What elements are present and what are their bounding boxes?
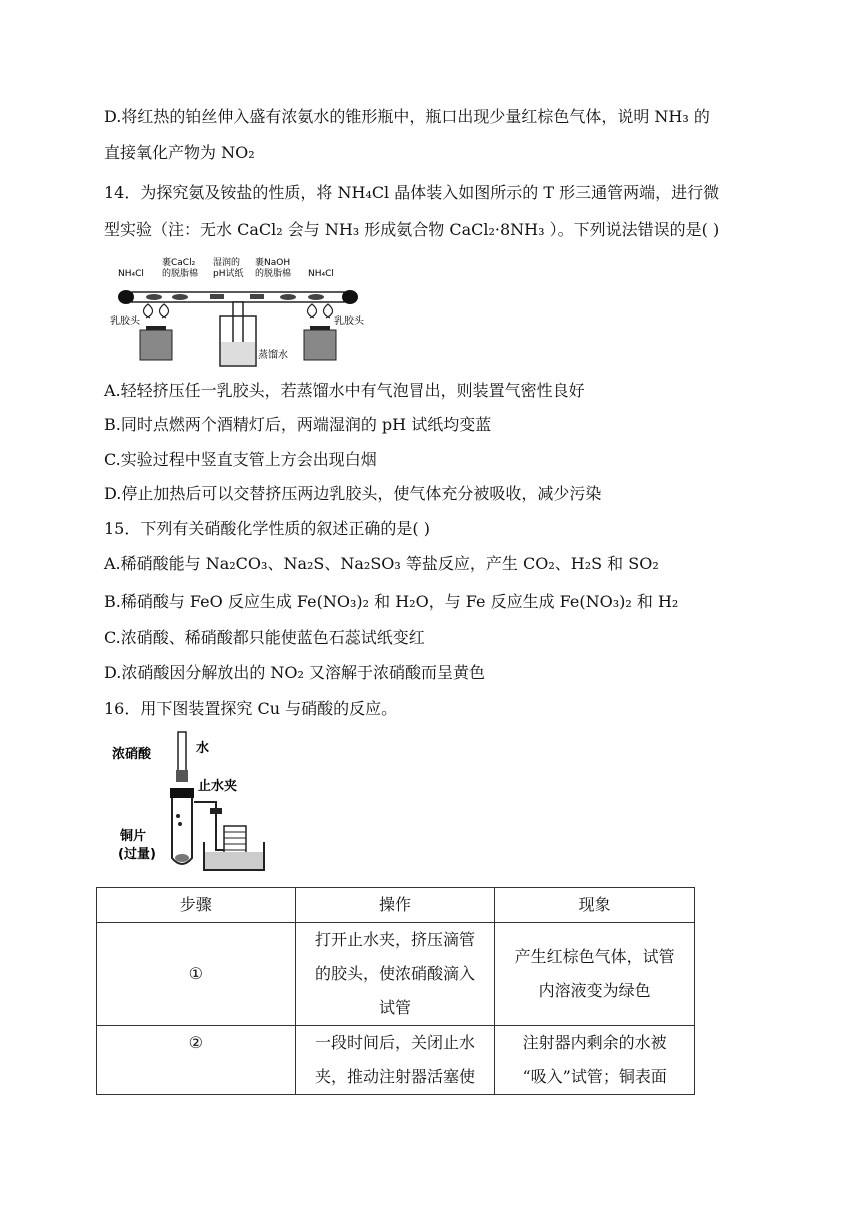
q14-stem-line2: 型实验（注：无水 CaCl₂ 会与 NH₃ 形成氨合物 CaCl₂·8NH₃ ）。下列说法错误的是( )	[104, 220, 720, 239]
label-cacl2-1: 裹CaCl₂	[162, 258, 196, 268]
q15-option-b: B.稀硝酸与 FeO 反应生成 Fe(NO₃)₂ 和 H₂O，与 Fe 反应生成 Fe(NO₃)₂ 和 H₂	[104, 592, 679, 611]
operation-cell	[295, 923, 495, 1026]
header-operation: 操作	[295, 888, 495, 923]
q14-option-c: C.实验过程中竖直支管上方会出现白烟	[104, 450, 377, 469]
step-number: ②	[97, 1026, 296, 1095]
operation-line: 试管	[378, 998, 411, 1017]
label-clamp: 止水夹	[198, 779, 238, 794]
water-clamp	[210, 808, 222, 814]
operation-line: 一段时间后，关闭止水	[314, 1033, 475, 1052]
distilled-water	[221, 342, 255, 365]
header-step: 步骤	[97, 888, 296, 923]
label-cacl2-2: 的脱脂棉	[162, 269, 199, 279]
operation-line: 打开止水夹，挤压滴管	[314, 930, 475, 949]
q15-option-c: C.浓硝酸、稀硝酸都只能使蓝色石蕊试纸变红	[104, 628, 425, 647]
q14-option-a: A.轻轻挤压任一乳胶头，若蒸馏水中有气泡冒出，则装置气密性良好	[104, 381, 585, 400]
table-header-row	[97, 888, 695, 923]
q13-option-d-line2: 直接氧化产物为 NO₂	[104, 143, 255, 162]
q14-option-d: D.停止加热后可以交替挤压两边乳胶头，使气体充分被吸收，减少污染	[104, 484, 602, 503]
alcohol-lamp-left	[140, 304, 172, 360]
q15-option-d: D.浓硝酸因分解放出的 NO₂ 又溶解于浓硝酸而呈黄色	[104, 663, 486, 682]
label-fig-water: 水	[196, 741, 210, 756]
rubber-bulb-left	[118, 290, 134, 304]
q16-stem: 16．用下图装置探究 Cu 与硝酸的反应。	[104, 699, 398, 718]
test-tube	[172, 790, 192, 864]
cu-nitric-acid-apparatus-figure	[112, 730, 272, 875]
syringe	[224, 826, 246, 856]
operation-line: 夹，推动注射器活塞使	[314, 1067, 475, 1086]
q14-stem-line1: 14．为探究氨及铵盐的性质，将 NH₄Cl 晶体装入如图所示的 T 形三通管两端，进行微	[104, 183, 720, 202]
rubber-bulb-right	[342, 290, 358, 304]
q15-option-a: A.稀硝酸能与 Na₂CO₃、Na₂S、Na₂SO₃ 等盐反应，产生 CO₂、H₂S 和 SO₂	[104, 554, 659, 573]
t-tube-diagram	[110, 254, 370, 372]
cu-nitric-acid-diagram	[112, 730, 272, 875]
q16-steps-table	[96, 887, 695, 1095]
phenomenon-cell	[495, 923, 695, 1026]
label-naoh-2: 的脱脂棉	[255, 269, 292, 279]
phenomenon-line: 产生红棕色气体，试管	[514, 947, 675, 966]
table-row	[97, 923, 695, 1026]
alcohol-lamp-right	[304, 304, 336, 360]
q15-stem: 15．下列有关硝酸化学性质的叙述正确的是( )	[104, 519, 430, 538]
phenomenon-line: 注射器内剩余的水被	[522, 1033, 667, 1052]
label-bulb-left: 乳胶头	[110, 316, 140, 327]
copper-strip	[175, 854, 189, 862]
label-nh4cl-left: NH₄Cl	[118, 269, 144, 279]
header-phenomenon: 现象	[495, 888, 695, 923]
label-ph-1: 湿润的	[213, 258, 241, 268]
dropper-bulb	[176, 770, 188, 782]
operation-cell	[295, 1026, 495, 1095]
q13-option-d-line1: D.将红热的铂丝伸入盛有浓氨水的锥形瓶中，瓶口出现少量红棕色气体，说明 NH₃ 的	[104, 107, 710, 126]
label-copper-excess: (过量)	[118, 847, 156, 862]
label-bulb-right: 乳胶头	[334, 316, 364, 327]
q14-option-b: B.同时点燃两个酒精灯后，两端湿润的 pH 试纸均变蓝	[104, 415, 492, 434]
label-naoh-1: 裹NaOH	[255, 258, 291, 268]
phenomenon-cell	[495, 1026, 695, 1095]
operation-line: 的胶头，使浓硝酸滴入	[314, 964, 475, 983]
t-tube-apparatus-figure	[110, 254, 370, 372]
step-number: ①	[97, 923, 296, 1026]
label-nh4cl-right: NH₄Cl	[308, 269, 334, 279]
table-row	[97, 1026, 695, 1095]
phenomenon-line: 内溶液变为绿色	[538, 981, 651, 1000]
label-copper: 铜片	[120, 829, 147, 844]
label-conc-acid: 浓硝酸	[112, 747, 152, 762]
stopper	[170, 788, 194, 798]
label-ph-2: pH试纸	[213, 269, 244, 279]
phenomenon-line: “吸入”试管；铜表面	[522, 1067, 667, 1086]
label-water: 蒸馏水	[258, 350, 288, 361]
